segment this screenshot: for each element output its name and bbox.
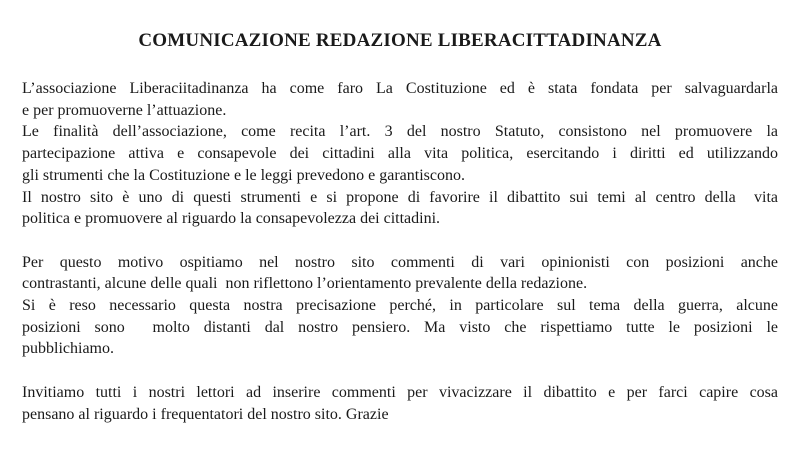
text-line: Le finalità dell’associazione, come recita l’art. 3 del nostro Statuto, consistono nel promuovere la: [22, 123, 778, 141]
paragraph-block-1: [22, 78, 778, 230]
text-line: posizioni sono molto distanti dal nostro pensiero. Ma visto che rispettiamo tutte le posizioni le: [22, 318, 778, 336]
text-line: Invitiamo tutti i nostri lettori ad inserire commenti per vivacizzare il dibattito e per farci capire cosa: [22, 383, 778, 401]
text-line: Si è reso necessario questa nostra precisazione perché, in particolare sul tema della guerra, alcune: [22, 297, 778, 315]
text-line: partecipazione attiva e consapevole dei cittadini alla vita politica, esercitando i diritti ed utilizzando: [22, 145, 778, 163]
text-line: Il nostro sito è uno di questi strumenti e si propone di favorire il dibattito sui temi al centro della vita: [22, 188, 778, 206]
text-line: gli strumenti che la Costituzione e le leggi prevedono e garantiscono.: [22, 166, 465, 184]
paragraph-block-2: [22, 252, 778, 361]
paragraph-block-3: [22, 382, 778, 425]
text-line: Per questo motivo ospitiamo nel nostro sito commenti di vari opinionisti con posizioni anche: [22, 253, 778, 271]
text-line: politica e promuovere al riguardo la consapevolezza dei cittadini.: [22, 210, 441, 228]
text-line: contrastanti, alcune delle quali non riflettono l’orientamento prevalente della redazione.: [22, 275, 588, 293]
text-line: pensano al riguardo i frequentatori del nostro sito. Grazie: [22, 405, 389, 423]
title-spacer: [22, 52, 778, 78]
text-line: pubblichiamo.: [22, 340, 114, 358]
document-title: COMUNICAZIONE REDAZIONE LIBERACITTADINANZA: [138, 30, 662, 51]
text-line: L’associazione Liberaciitadinanza ha come faro La Costituzione ed è stata fondata per salvaguardarla: [22, 80, 778, 97]
text-line: e per promuoverne l’attuazione.: [22, 101, 227, 119]
